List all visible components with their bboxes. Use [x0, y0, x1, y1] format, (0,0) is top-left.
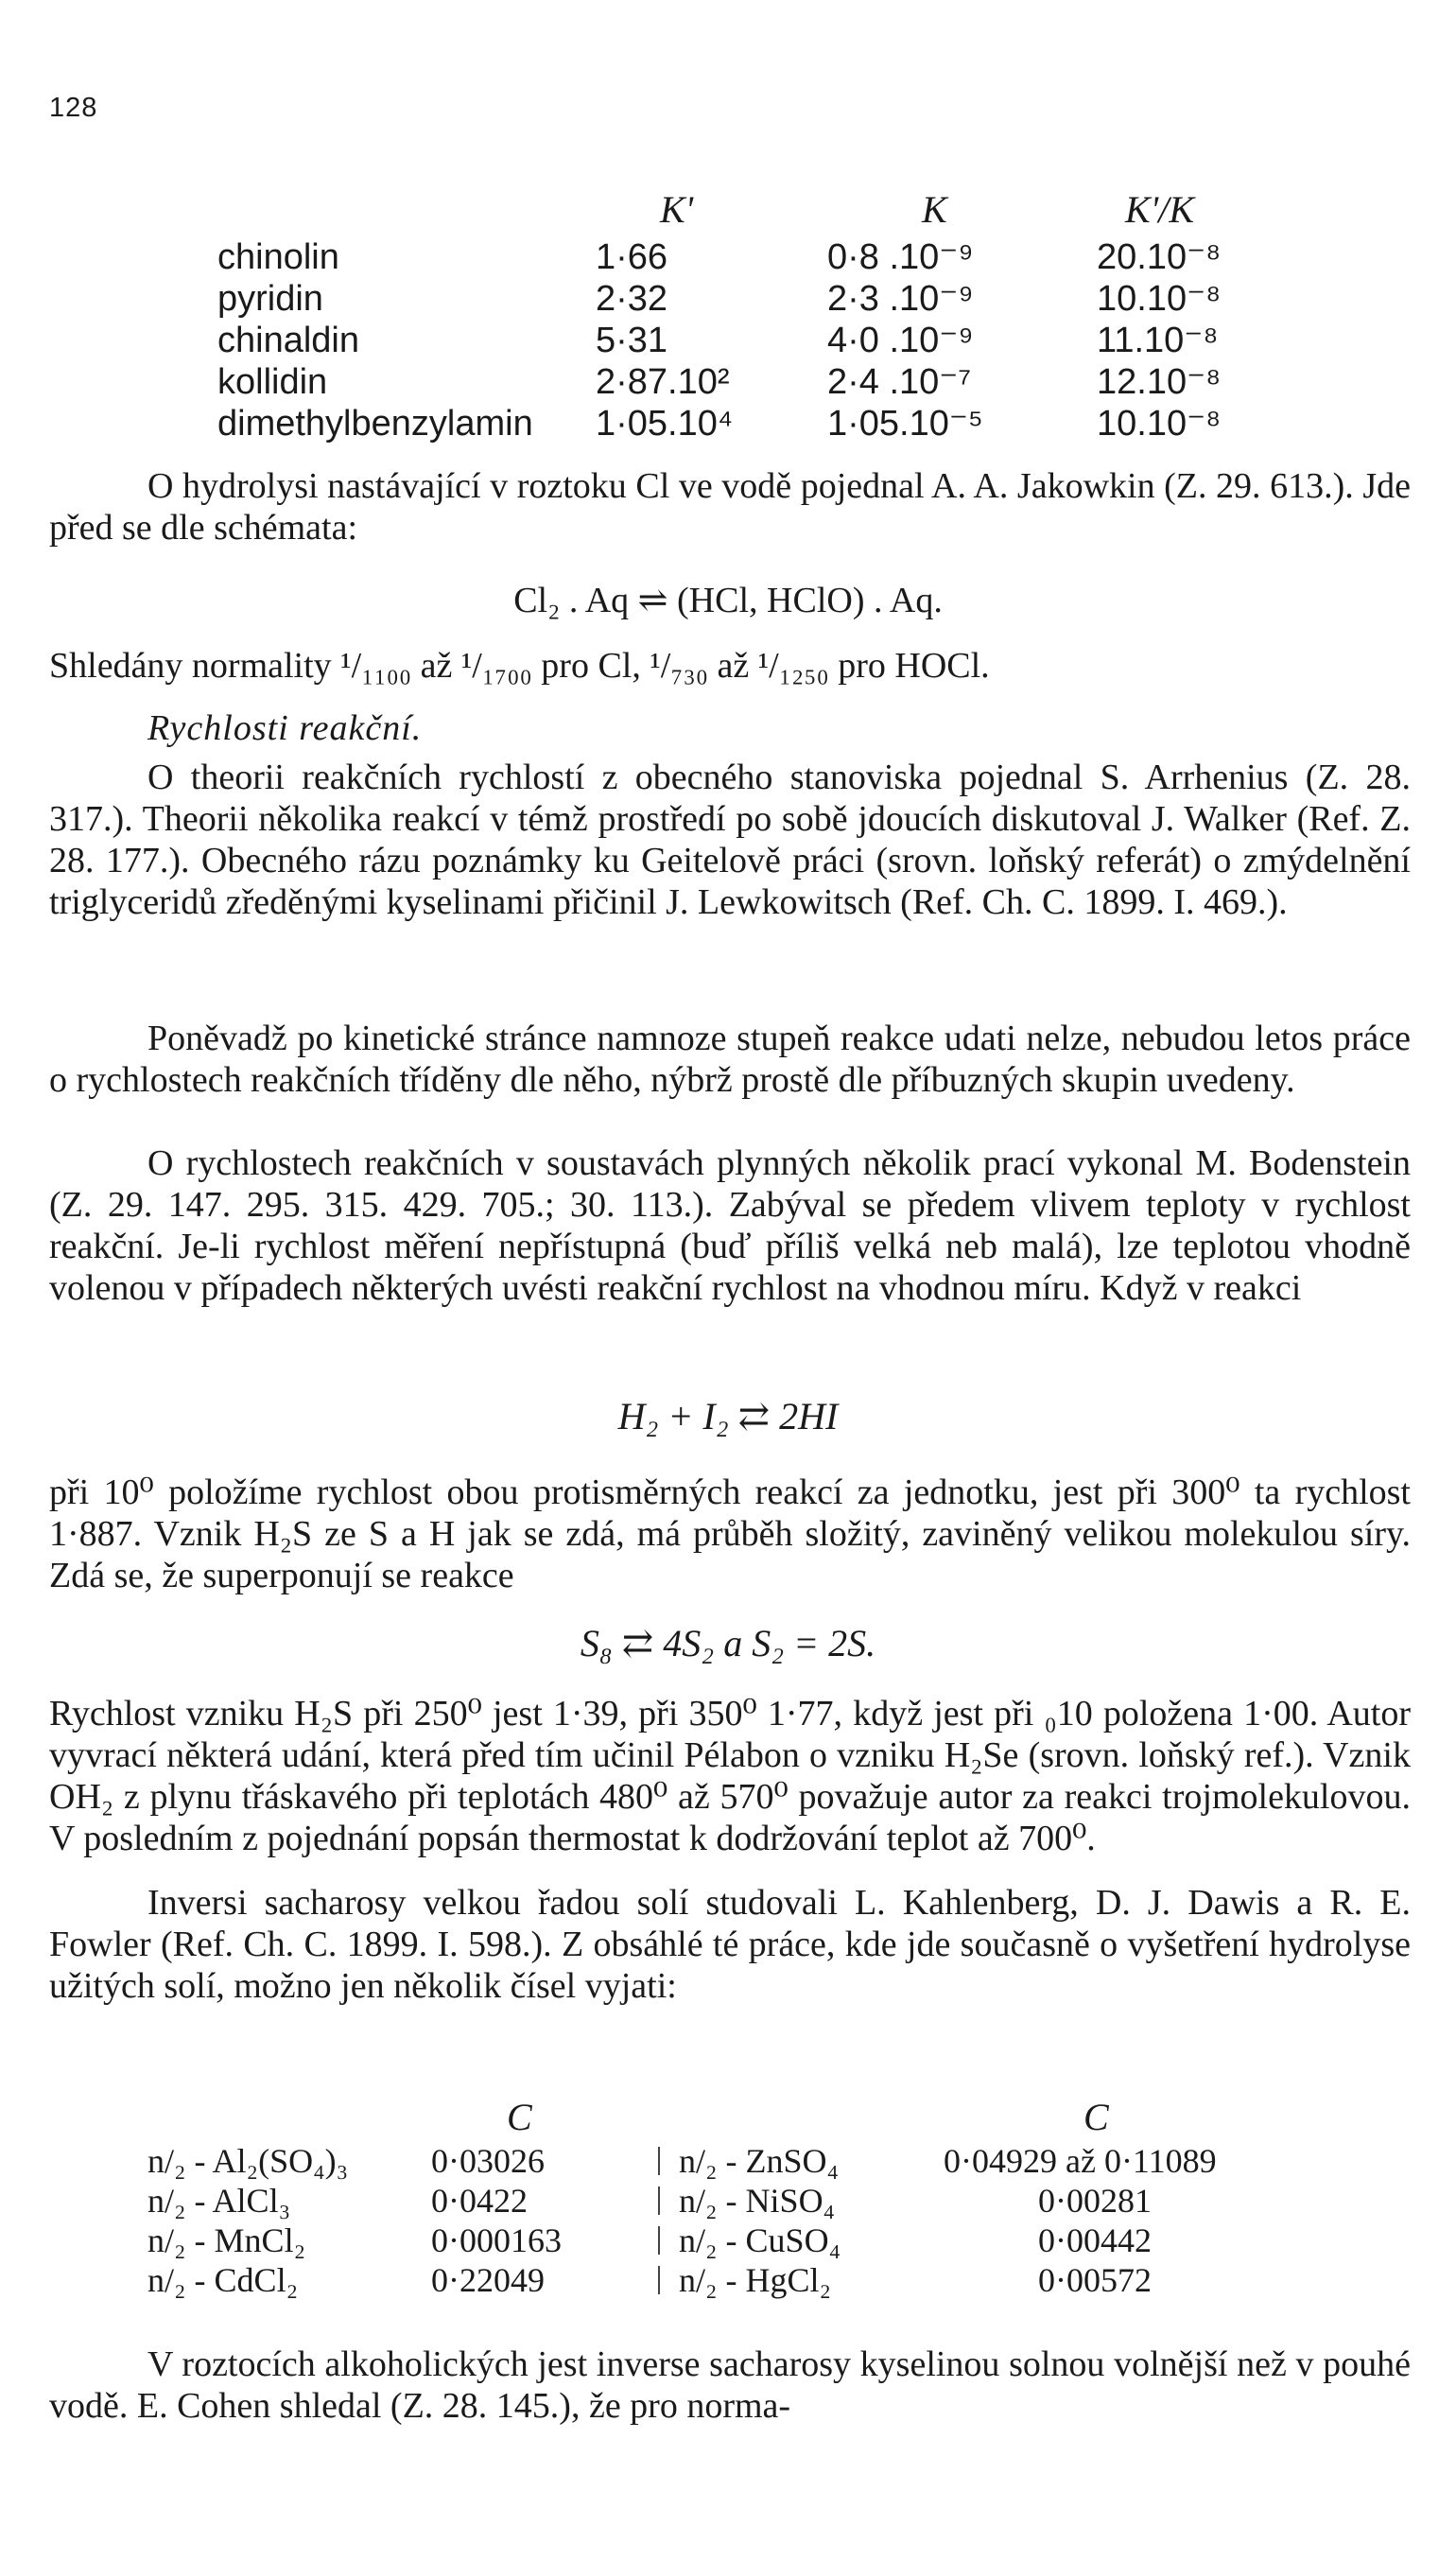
- cell-name: chinaldin: [217, 321, 359, 360]
- paragraph-kinetics: Poněvadž po kinetické stránce namnoze stupeň reakce udati nelze, nebudou letos práce o rychlostech reakčních tříděny dle něho, nýbrž prostě dle příbuzných skupin uvedeny.: [49, 1019, 1411, 1100]
- equation-sulfur: S₈ ⇄ 4S₂ a S₂ = 2S.: [580, 1622, 876, 1664]
- header-k-prime: K': [660, 188, 694, 231]
- cell-k: 0·8 .10⁻⁹: [827, 237, 974, 277]
- cell-ratio: 10.10⁻⁸: [1097, 404, 1222, 444]
- cell-k-prime: 2·87.10²: [596, 362, 730, 402]
- column-divider: [658, 2266, 679, 2294]
- cell-k: 4·0 .10⁻⁹: [827, 321, 974, 360]
- equation-chlorine: Cl₂ . Aq ⇌ (HCl, HClO) . Aq.: [513, 581, 943, 620]
- column-divider: [658, 2226, 679, 2255]
- paragraph-normality: Shledány normality ¹/₁₁₀₀ až ¹/₁₇₀₀ pro Cl, ¹/₇₃₀ až ¹/₁₂₅₀ pro HOCl.: [49, 646, 990, 686]
- paragraph-rate: Rychlost vzniku H₂S při 250⁰ jest 1·39, při 350⁰ 1·77, když jest při ₀10 položena 1·00. Autor vyvrací některá udání, která před tím učinil Pélabon o vzniku H₂Se (srovn. loňský ref.). Vznik OH₂ z plynu třáskavého při teplotách 480⁰ až 570⁰ považuje autor za reakci trojmolekulovou. V posledním z pojednání popsán thermostat k dodržování teplot až 700⁰.: [49, 1694, 1411, 1858]
- cell-value: 0·00442: [1038, 2221, 1152, 2259]
- equation-hydrogen-iodide: H₂ + I₂ ⇄ 2HI: [617, 1395, 839, 1437]
- cell-k-prime: 1·66: [596, 237, 668, 277]
- cell-value: 0·00281: [1038, 2182, 1152, 2220]
- table-row: [217, 403, 1276, 444]
- cell-value: 0·0422: [431, 2182, 528, 2220]
- cell-salt: n/₂ - MnCl₂: [147, 2221, 306, 2259]
- cell-ratio: 20.10⁻⁸: [1097, 237, 1222, 277]
- cell-value: 0·00572: [1038, 2261, 1152, 2299]
- section-title: Rychlosti reakční.: [147, 708, 423, 748]
- cell-salt: n/₂ - CdCl₂: [147, 2261, 299, 2299]
- cell-value: 0·000163: [431, 2221, 562, 2259]
- dissociation-table: [217, 189, 1276, 444]
- cell-value: 0·03026: [431, 2142, 545, 2180]
- paragraph-gas-systems: O rychlostech reakčních v soustavách plynných několik prací vykonal M. Bodenstein (Z. 29. 147. 295. 315. 429. 705.; 30. 113.). Zabýval se předem vlivem teploty v rychlost reakční. Je-li rychlost měření nepřístupná (buď příliš velká neb malá), lze teplotou vhodně volenou v případech některých uvésti reakční rychlost na vhodnou míru. Když v reakci: [49, 1143, 1411, 1308]
- paragraph-hydrolysis: O hydrolysi nastávající v roztoku Cl ve vodě pojednal A. A. Jakowkin (Z. 29. 613.). Jde před se dle schémata:: [49, 466, 1411, 548]
- cell-salt: n/₂ - Al₂(SO₄)₃: [147, 2142, 349, 2180]
- cell-k-prime: 2·32: [596, 279, 668, 319]
- table-row: [147, 2141, 1358, 2181]
- cell-ratio: 11.10⁻⁸: [1097, 321, 1219, 360]
- cell-salt: n/₂ - CuSO₄: [679, 2221, 841, 2259]
- cell-value: 0·04929 až 0·11089: [944, 2142, 1217, 2180]
- table-header: [217, 189, 1276, 236]
- cell-k-prime: 5·31: [596, 321, 668, 360]
- table-row: [217, 361, 1276, 403]
- header-k: K: [922, 188, 947, 231]
- paragraph-inversion: Inversi sacharosy velkou řadou solí studovali L. Kahlenberg, D. J. Dawis a R. E. Fowler (Ref. Ch. C. 1899. I. 598.). Z obsáhlé té práce, kde jde současně o vyšetření hydrolyse užitých solí, možno jen několik čísel vyjati:: [49, 1883, 1411, 2006]
- table-row: [147, 2221, 1358, 2260]
- table-row: [147, 2260, 1358, 2300]
- cell-salt: n/₂ - ZnSO₄: [679, 2142, 840, 2180]
- cell-salt: n/₂ - HgCl₂: [679, 2261, 832, 2299]
- table-row: [217, 236, 1276, 278]
- header-ratio: K'/K: [1125, 188, 1195, 231]
- paragraph-theory: O theorii reakčních rychlostí z obecného stanoviska pojednal S. Arrhenius (Z. 28. 317.). Theorii několika reakcí v témž prostředí po sobě jdoucích diskutoval J. Walker (Ref. Z. 28. 177.). Obecného rázu poznámky ku Geitelově práci (srovn. loňský referát) o zmýdelnění triglyceridů zředěnými kyselinami přičinil J. Lewkowitsch (Ref. Ch. C. 1899. I. 469.).: [49, 758, 1411, 922]
- cell-salt: n/₂ - NiSO₄: [679, 2182, 836, 2220]
- cell-ratio: 12.10⁻⁸: [1097, 362, 1222, 402]
- cell-k: 2·4 .10⁻⁷: [827, 362, 972, 402]
- column-divider: [658, 2147, 679, 2175]
- table-row: [147, 2181, 1358, 2221]
- paragraph-h2s: při 10⁰ položíme rychlost obou protisměrných reakcí za jednotku, jest při 300⁰ ta rychlost 1·887. Vznik H₂S ze S a H jak se zdá, má průběh složitý, zaviněný velikou molekulou síry. Zdá se, že superponují se reakce: [49, 1472, 1411, 1595]
- cell-value: 0·22049: [431, 2261, 545, 2299]
- salt-table: [147, 2098, 1358, 2300]
- cell-name: chinolin: [217, 237, 339, 277]
- table-row: [217, 278, 1276, 320]
- table-row: [217, 320, 1276, 361]
- cell-k-prime: 1·05.10⁴: [596, 404, 734, 444]
- cell-salt: n/₂ - AlCl₃: [147, 2182, 291, 2220]
- table-header: [147, 2098, 1358, 2141]
- cell-k: 2·3 .10⁻⁹: [827, 279, 974, 319]
- cell-name: pyridin: [217, 279, 323, 319]
- paragraph-alcoholic: V roztocích alkoholických jest inverse sacharosy kyselinou solnou volnější než v pouhé vodě. E. Cohen shledal (Z. 28. 145.), že pro norma-: [49, 2344, 1411, 2426]
- page-number: 128: [49, 93, 98, 123]
- header-c-left: C: [507, 2096, 532, 2138]
- cell-ratio: 10.10⁻⁸: [1097, 279, 1222, 319]
- header-c-right: C: [1083, 2096, 1109, 2138]
- cell-k: 1·05.10⁻⁵: [827, 404, 983, 444]
- cell-name: dimethylbenzylamin: [217, 404, 533, 444]
- column-divider: [658, 2186, 679, 2215]
- cell-name: kollidin: [217, 362, 328, 402]
